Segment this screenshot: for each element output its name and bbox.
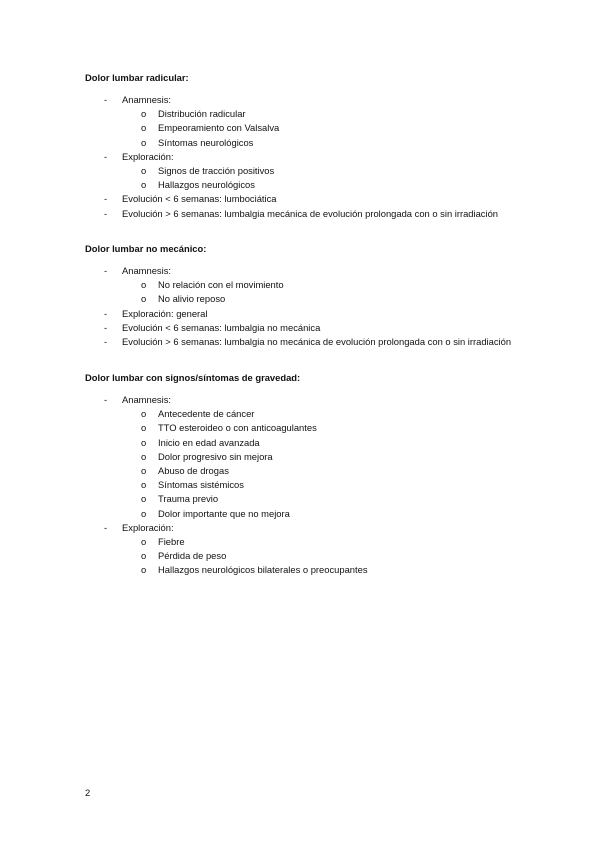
list-item-label: Exploración: general (122, 307, 208, 319)
sub-item-label: Inicio en edad avanzada (158, 436, 260, 448)
dash-marker: - (104, 307, 108, 319)
list-item-label: Anamnesis: (122, 94, 171, 105)
sub-list (122, 164, 525, 192)
sub-list-item (122, 164, 525, 178)
sub-list-item (122, 407, 525, 421)
list-item-label: Anamnesis: (122, 394, 171, 405)
section-gravedad (85, 371, 525, 578)
list-item (85, 335, 525, 349)
list-item-label: Exploración: (122, 521, 174, 533)
bullet-marker: o (141, 408, 147, 420)
bullet-marker: o (141, 536, 147, 548)
sub-item-label: Dolor importante que no mejora (158, 507, 290, 519)
sub-list-item (122, 121, 525, 135)
bullet-marker: o (141, 293, 147, 305)
dash-marker: - (104, 207, 108, 219)
sub-list (122, 278, 525, 306)
list-item-label: Evolución > 6 semanas: lumbalgia no mecánica de evolución prolongada con o sin irradiación (122, 336, 512, 348)
section-no-mecanico (85, 242, 525, 349)
sub-item-label: Abuso de drogas (158, 465, 229, 477)
list-item (85, 93, 525, 150)
dash-marker: - (104, 265, 108, 276)
sub-list-item (122, 535, 525, 549)
section-radicular (85, 71, 525, 221)
sub-list-item (122, 292, 525, 306)
list-item (85, 192, 525, 206)
sub-item-label: Síntomas neurológicos (158, 136, 254, 148)
list-item-label: Evolución < 6 semanas: lumbalgia no mecánica (122, 321, 321, 333)
list-item (85, 521, 525, 578)
sub-list-item (122, 450, 525, 464)
sub-item-label: Pérdida de peso (158, 550, 227, 562)
section-heading: Dolor lumbar radicular: (85, 72, 189, 83)
sub-item-label: Hallazgos neurológicos (158, 179, 255, 191)
sub-item-label: TTO esteroideo o con anticoagulantes (158, 422, 317, 434)
sub-item-label: No alivio reposo (158, 293, 226, 305)
bullet-marker: o (141, 550, 147, 562)
list-item-label: Evolución < 6 semanas: lumbociática (122, 193, 277, 205)
sub-item-label: Empeoramiento con Valsalva (158, 122, 280, 134)
sub-list (122, 107, 525, 150)
list-item (85, 264, 525, 307)
item-list (85, 93, 525, 221)
bullet-marker: o (141, 279, 147, 291)
sub-list-item (122, 464, 525, 478)
list-item (85, 207, 525, 221)
sub-item-label: Síntomas sistémicos (158, 479, 244, 491)
sub-list-item (122, 107, 525, 121)
sub-list-item (122, 136, 525, 150)
sub-item-label: Trauma previo (158, 493, 219, 505)
sub-item-label: Antecedente de cáncer (158, 408, 255, 420)
sub-list-item (122, 549, 525, 563)
bullet-marker: o (141, 507, 147, 519)
bullet-marker: o (141, 422, 147, 434)
sub-list-item (122, 178, 525, 192)
sub-item-label: Distribución radicular (158, 108, 246, 120)
sub-list-item (122, 278, 525, 292)
sub-list (122, 535, 525, 578)
sub-item-label: Dolor progresivo sin mejora (158, 450, 273, 462)
dash-marker: - (104, 321, 108, 333)
sub-item-label: No relación con el movimiento (158, 279, 284, 291)
sub-list-item (122, 436, 525, 450)
bullet-marker: o (141, 564, 147, 576)
sub-list-item (122, 563, 525, 577)
list-item (85, 321, 525, 335)
dash-marker: - (104, 193, 108, 205)
sub-list-item (122, 492, 525, 506)
bullet-marker: o (141, 136, 147, 148)
dash-marker: - (104, 521, 108, 533)
bullet-marker: o (141, 165, 147, 177)
bullet-marker: o (141, 450, 147, 462)
sub-list-item (122, 478, 525, 492)
sub-item-label: Signos de tracción positivos (158, 165, 275, 177)
section-heading: Dolor lumbar con signos/síntomas de gravedad: (85, 372, 301, 383)
bullet-marker: o (141, 179, 147, 191)
sub-list-item (122, 421, 525, 435)
sub-item-label: Fiebre (158, 536, 185, 548)
sub-item-label: Hallazgos neurológicos bilaterales o preocupantes (158, 564, 368, 576)
list-item (85, 393, 525, 521)
dash-marker: - (104, 394, 108, 405)
bullet-marker: o (141, 493, 147, 505)
dash-marker: - (104, 150, 108, 162)
list-item-label: Exploración: (122, 150, 174, 162)
item-list (85, 393, 525, 578)
bullet-marker: o (141, 108, 147, 120)
bullet-marker: o (141, 465, 147, 477)
list-item-label: Evolución > 6 semanas: lumbalgia mecánica de evolución prolongada con o sin irradiación (122, 207, 499, 219)
dash-marker: - (104, 94, 108, 105)
list-item (85, 150, 525, 193)
bullet-marker: o (141, 436, 147, 448)
item-list (85, 264, 525, 349)
sub-list-item (122, 507, 525, 521)
sub-list (122, 407, 525, 521)
list-item (85, 307, 525, 321)
bullet-marker: o (141, 479, 147, 491)
list-item-label: Anamnesis: (122, 265, 171, 276)
section-heading: Dolor lumbar no mecánico: (85, 243, 207, 254)
dash-marker: - (104, 336, 108, 348)
bullet-marker: o (141, 122, 147, 134)
page-number: 2 (85, 787, 91, 798)
